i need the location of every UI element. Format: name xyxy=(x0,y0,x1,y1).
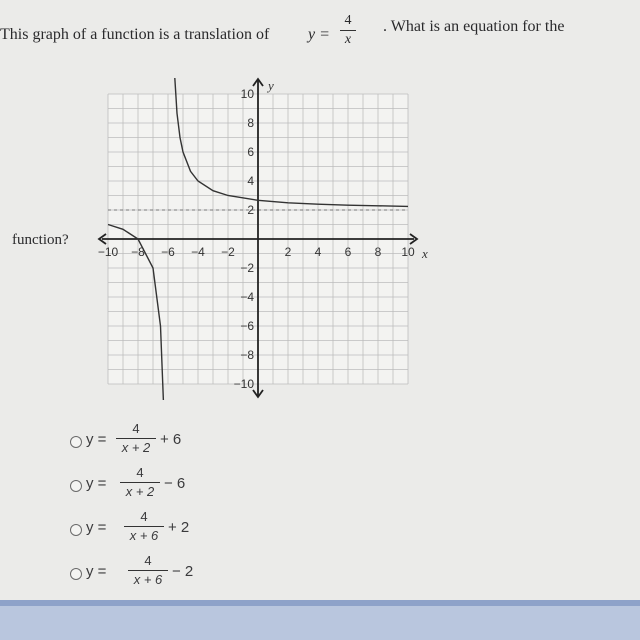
question-y-equals: y = xyxy=(308,26,330,43)
choice-d-tail: − 2 xyxy=(172,563,194,580)
x-tick-label: 4 xyxy=(314,245,322,259)
x-tick-label: −4 xyxy=(191,245,205,259)
choice-b-y-equals: y = xyxy=(86,475,107,492)
y-tick-label: 6 xyxy=(247,145,254,159)
answer-choices xyxy=(70,422,310,598)
question-text-function: function? xyxy=(12,232,69,248)
choice-c-numerator: 4 xyxy=(140,509,148,524)
y-tick-label: −10 xyxy=(233,377,254,391)
question-fraction-numerator: 4 xyxy=(344,13,352,28)
radio-button-a[interactable] xyxy=(70,436,82,448)
fraction-bar xyxy=(340,30,356,31)
x-tick-label: −8 xyxy=(131,245,145,259)
choice-b[interactable] xyxy=(70,466,310,510)
x-tick-label: 8 xyxy=(374,245,382,259)
y-tick-label: 4 xyxy=(247,174,254,188)
choice-a[interactable] xyxy=(70,422,310,466)
choice-c-y-equals: y = xyxy=(86,519,107,536)
choice-d-numerator: 4 xyxy=(144,553,152,568)
x-axis-name: x xyxy=(422,246,428,261)
y-axis-name: y xyxy=(268,78,274,93)
choice-b-fraction xyxy=(120,466,160,499)
footer-bar xyxy=(0,600,640,640)
choice-c-denominator: x + 6 xyxy=(129,528,159,543)
question-fraction xyxy=(340,14,356,47)
x-tick-label: −6 xyxy=(161,245,175,259)
choice-d[interactable] xyxy=(70,554,310,598)
fraction-bar xyxy=(120,482,160,483)
question-text-start: This graph of a function is a translation of xyxy=(0,26,270,43)
choice-d-fraction xyxy=(128,554,168,587)
x-tick-label: 6 xyxy=(344,245,352,259)
choice-b-denominator: x + 2 xyxy=(125,484,155,499)
choice-a-fraction xyxy=(116,422,156,455)
function-graph xyxy=(90,68,428,408)
choice-a-numerator: 4 xyxy=(132,421,140,436)
radio-button-d[interactable] xyxy=(70,568,82,580)
choice-d-y-equals: y = xyxy=(86,563,107,580)
fraction-bar xyxy=(116,438,156,439)
choice-a-tail: + 6 xyxy=(160,431,182,448)
choice-b-tail: − 6 xyxy=(164,475,186,492)
x-tick-label: −2 xyxy=(221,245,235,259)
y-tick-label: 10 xyxy=(240,87,254,101)
question-text-end: . What is an equation for the xyxy=(383,18,565,35)
question-line xyxy=(0,14,640,58)
y-tick-label: −4 xyxy=(240,290,254,304)
choice-d-denominator: x + 6 xyxy=(133,572,163,587)
choice-a-y-equals: y = xyxy=(86,431,107,448)
y-tick-label: −2 xyxy=(240,261,254,275)
choice-c-tail: + 2 xyxy=(168,519,190,536)
fraction-bar xyxy=(128,570,168,571)
x-tick-label: 2 xyxy=(284,245,292,259)
question-fraction-denominator: x xyxy=(344,32,352,47)
x-tick-label: −10 xyxy=(97,245,119,259)
fraction-bar xyxy=(124,526,164,527)
radio-button-c[interactable] xyxy=(70,524,82,536)
radio-button-b[interactable] xyxy=(70,480,82,492)
choice-c[interactable] xyxy=(70,510,310,554)
x-tick-label: 10 xyxy=(401,245,415,259)
y-tick-label: 2 xyxy=(247,203,254,217)
choice-c-fraction xyxy=(124,510,164,543)
choice-a-denominator: x + 2 xyxy=(121,440,151,455)
y-tick-label: −6 xyxy=(240,319,254,333)
choice-b-numerator: 4 xyxy=(136,465,144,480)
y-tick-label: −8 xyxy=(240,348,254,362)
y-tick-label: 8 xyxy=(247,116,254,130)
